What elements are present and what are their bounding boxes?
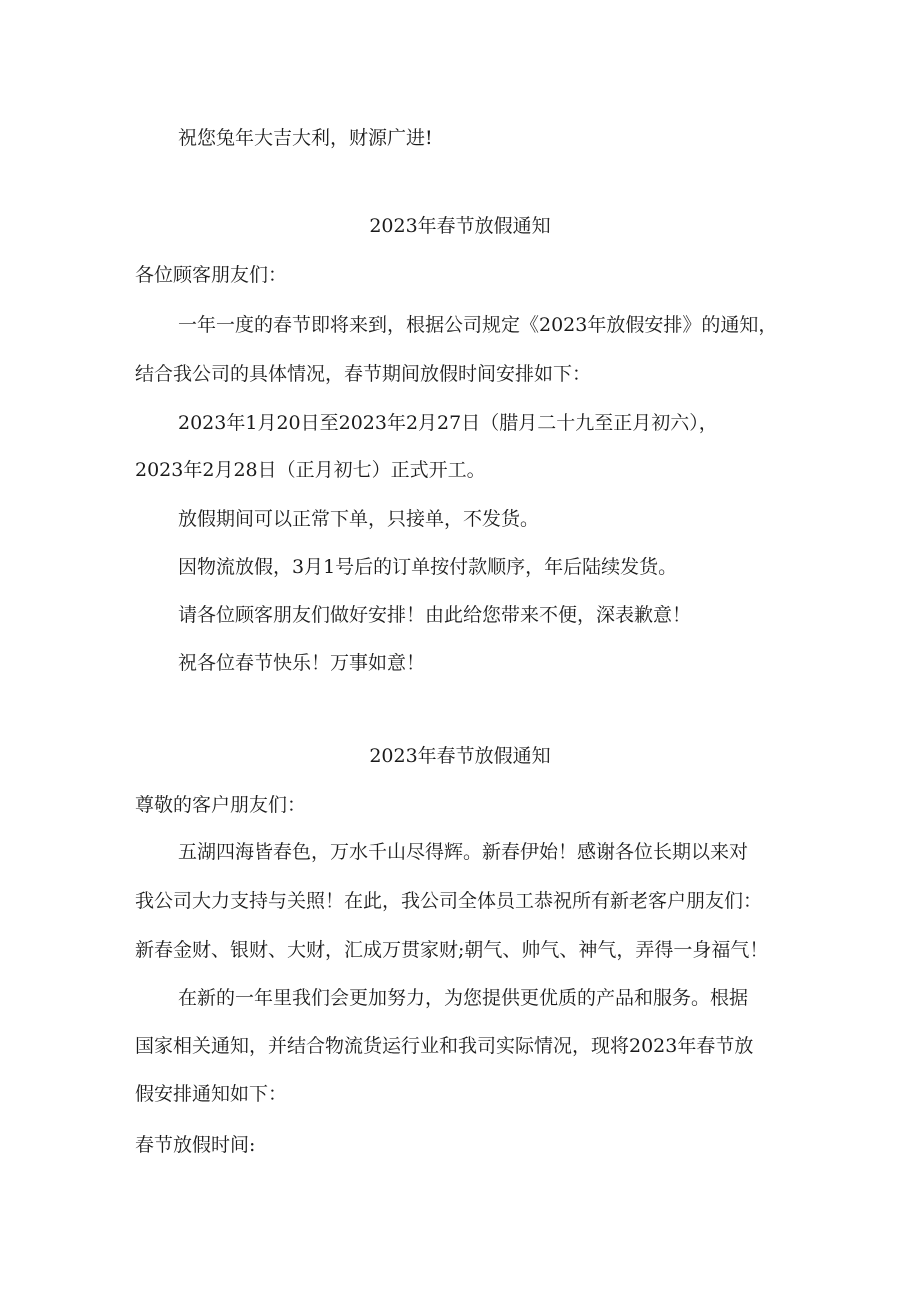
shipping-note: 因物流放假，3月1号后的订单按付款顺序，年后陆续发货。 xyxy=(178,556,678,578)
greeting-paragraph-line-3: 新春金财、银财、大财，汇成万贯家财;朝气、帅气、神气，弄得一身福气！ xyxy=(135,939,769,961)
closing-greeting: 祝您兔年大吉大利，财源广进! xyxy=(178,127,433,149)
notice-title-2: 2023年春节放假通知 xyxy=(369,745,551,767)
holiday-dates-line-1: 2023年1月20日至2023年2月27日（腊月二十九至正月初六）， xyxy=(178,412,718,434)
apology-note: 请各位顾客朋友们做好安排！由此给您带来不便，深表歉意！ xyxy=(178,604,692,626)
paragraph-1-line-2: 结合我公司的具体情况，春节期间放假时间安排如下： xyxy=(135,363,592,385)
ordering-note: 放假期间可以正常下单，只接单，不发货。 xyxy=(178,508,540,530)
schedule-heading: 春节放假时间: xyxy=(135,1134,256,1156)
notice-title-1: 2023年春节放假通知 xyxy=(369,215,551,237)
paragraph-1-line-1: 一年一度的春节即将来到，根据公司规定《2023年放假安排》的通知， xyxy=(178,314,778,336)
arrangement-paragraph-line-2: 国家相关通知，并结合物流货运行业和我司实际情况，现将2023年春节放 xyxy=(135,1035,754,1057)
greeting-paragraph-line-1: 五湖四海皆春色，万水千山尽得辉。新春伊始！感谢各位长期以来对 xyxy=(178,841,749,863)
holiday-dates-line-2: 2023年2月28日（正月初七）正式开工。 xyxy=(135,459,486,481)
salutation-2: 尊敬的客户朋友们： xyxy=(135,794,307,816)
arrangement-paragraph-line-1: 在新的一年里我们会更加努力，为您提供更优质的产品和服务。根据 xyxy=(178,987,749,1009)
salutation-1: 各位顾客朋友们： xyxy=(135,264,288,286)
greeting-paragraph-line-2: 我公司大力支持与关照！在此，我公司全体员工恭祝所有新老客户朋友们： xyxy=(135,890,763,912)
arrangement-paragraph-line-3: 假安排通知如下： xyxy=(135,1083,288,1105)
wishes-note: 祝各位春节快乐！万事如意！ xyxy=(178,652,426,674)
